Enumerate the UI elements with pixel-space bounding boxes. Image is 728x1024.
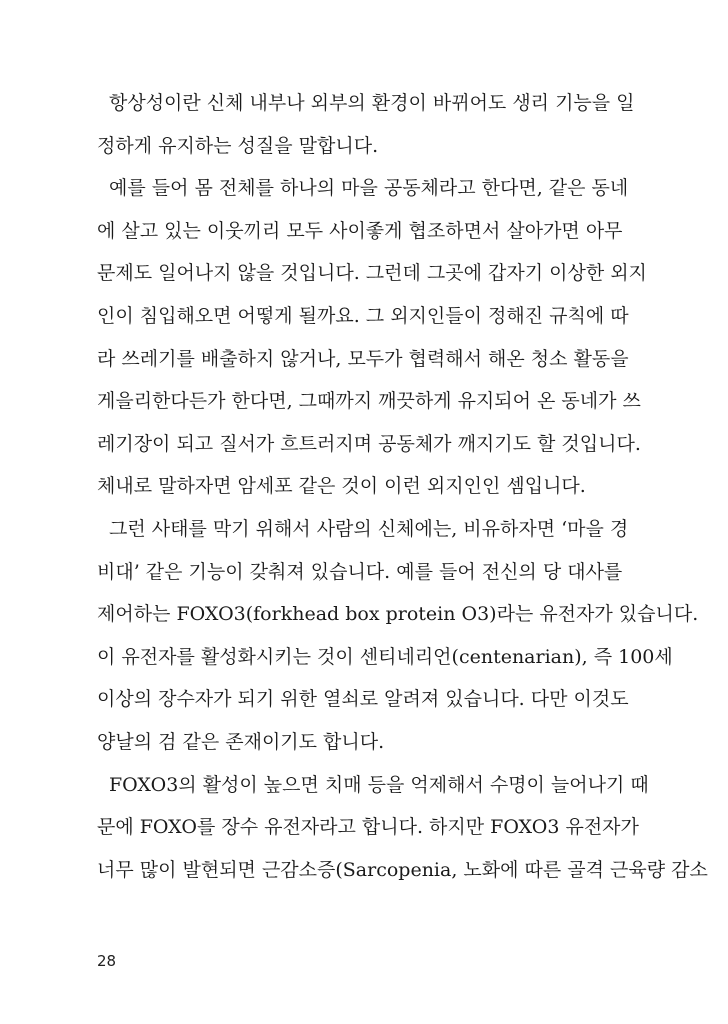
page-number: 28	[97, 952, 117, 970]
text-line: 이 유전자를 활성화시키는 것이 센티네리언(centenarian), 즉 100세	[97, 645, 673, 668]
text-line: 항상성이란 신체 내부나 외부의 환경이 바뀌어도 생리 기능을 일	[109, 92, 635, 114]
text-line: 그런 사태를 막기 위해서 사람의 신체에는, 비유하자면 ‘마을 경	[109, 517, 629, 540]
text-line: 이상의 장수자가 되기 위한 열쇠로 알려져 있습니다. 다만 이것도	[97, 688, 629, 711]
text-line: 문에 FOXO를 장수 유전자라고 합니다. 하지만 FOXO3 유전자가	[97, 816, 639, 839]
paragraph-village-analogy	[97, 171, 647, 512]
text-line: 양날의 검 같은 존재이기도 합니다.	[97, 730, 385, 753]
text-line: 문제도 일어나지 않을 것입니다. 그런데 그곳에 갑자기 이상한 외지	[97, 262, 647, 285]
text-line: 체내로 말하자면 암세포 같은 것이 이런 외지인인 셈입니다.	[97, 475, 586, 498]
text-line: 게을리한다든가 한다면, 그때까지 깨끗하게 유지되어 온 동네가 쓰	[97, 390, 641, 413]
text-line: 인이 침입해오면 어떻게 될까요. 그 외지인들이 정해진 규칙에 따	[97, 304, 629, 327]
paragraph-foxo3-intro	[97, 512, 699, 768]
text-line: FOXO3의 활성이 높으면 치매 등을 억제해서 수명이 늘어나기 때	[109, 773, 649, 796]
page-body	[97, 86, 708, 895]
text-line: 너무 많이 발현되면 근감소증(Sarcopenia, 노화에 따른 골격 근육량 감소	[97, 858, 708, 881]
text-line: 에 살고 있는 이웃끼리 모두 사이좋게 협조하면서 살아가면 아무	[97, 219, 623, 242]
text-line: 레기장이 되고 질서가 흐트러지며 공동체가 깨지기도 할 것입니다.	[97, 432, 641, 455]
text-line: 라 쓰레기를 배출하지 않거나, 모두가 협력해서 해온 청소 활동을	[97, 347, 629, 370]
text-line: 정하게 유지하는 성질을 말합니다.	[97, 134, 379, 157]
text-line: 제어하는 FOXO3(forkhead box protein O3)라는 유전자가 있습니다.	[97, 603, 699, 626]
text-line: 예를 들어 몸 전체를 하나의 마을 공동체라고 한다면, 같은 동네	[109, 177, 629, 200]
paragraph-homeostasis	[97, 86, 635, 171]
paragraph-foxo3-activity	[97, 768, 708, 896]
text-line: 비대’ 같은 기능이 갖춰져 있습니다. 예를 들어 전신의 당 대사를	[97, 560, 623, 583]
